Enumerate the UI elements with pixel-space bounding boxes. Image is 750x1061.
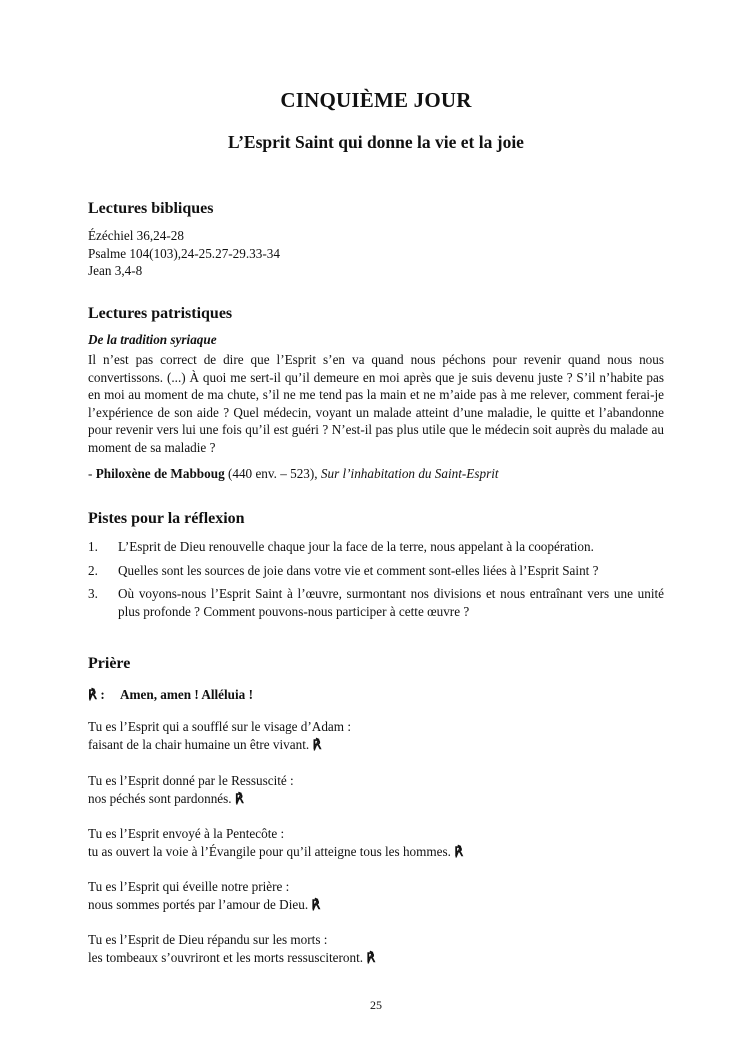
attribution-work: Sur l’inhabitation du Saint-Esprit — [320, 466, 499, 481]
section-heading-lectures-bibliques: Lectures bibliques — [88, 200, 214, 217]
response-mark: ℟ — [366, 949, 376, 965]
stanza-line: Tu es l’Esprit qui a soufflé sur le visage d’Adam : — [88, 719, 351, 734]
attribution-prefix: - — [88, 466, 96, 481]
stanza-line-text: les tombeaux s’ouvriront et les morts ressusciteront. — [88, 949, 364, 965]
page-subtitle: L’Esprit Saint qui donne la vie et la joie — [228, 132, 524, 152]
response-mark: ℟ — [311, 896, 321, 912]
list-item-number: 1. — [88, 539, 98, 554]
stanza-line-text: tu as ouvert la voie à l’Évangile pour qu’il atteigne tous les hommes. — [88, 843, 451, 859]
patristic-attribution — [88, 466, 499, 482]
response-mark: ℟ — [312, 736, 322, 752]
list-item-text: Où voyons-nous l’Esprit Saint à l’œuvre, surmontant nos divisions et nous entraînant vers une unité plus profonde ? Comment pouvons-nous participer à cette œuvre ? — [118, 586, 664, 619]
list-item — [88, 538, 664, 556]
reading-item: Psalme 104(103),24-25.27-29.33-34 — [88, 245, 280, 261]
attribution-dates: (440 env. – 523), — [224, 466, 321, 481]
page-title: CINQUIÈME JOUR — [280, 88, 472, 112]
patristic-source-title: De la tradition syriaque — [88, 332, 217, 347]
prayer-stanza — [88, 878, 320, 913]
prayer-stanza — [88, 718, 351, 753]
list-item-text: L’Esprit de Dieu renouvelle chaque jour la face de la terre, nous appelant à la coopération. — [118, 539, 594, 554]
response-text: Amen, amen ! Alléluia ! — [120, 687, 253, 702]
prayer-stanza — [88, 931, 375, 966]
response-symbol: ℟ : — [88, 687, 105, 702]
reading-item: Ézéchiel 36,24-28 — [88, 228, 184, 243]
prayer-response — [88, 687, 253, 703]
stanza-line: Tu es l’Esprit donné par le Ressuscité : — [88, 773, 294, 788]
stanza-line — [88, 949, 375, 967]
section-heading-pistes: Pistes pour la réflexion — [88, 510, 245, 527]
section-heading-priere: Prière — [88, 655, 131, 672]
reflection-list — [88, 538, 664, 626]
list-item — [88, 585, 664, 620]
prayer-stanza — [88, 772, 294, 807]
stanza-line: Tu es l’Esprit de Dieu répandu sur les morts : — [88, 932, 328, 947]
biblical-readings-list — [88, 227, 280, 280]
stanza-line — [88, 790, 294, 808]
stanza-line-text: nous sommes portés par l’amour de Dieu. — [88, 896, 309, 912]
section-heading-lectures-patristiques: Lectures patristiques — [88, 305, 233, 322]
attribution-author: Philoxène de Mabboug — [95, 466, 225, 481]
stanza-line — [88, 736, 351, 754]
stanza-line-text: nos péchés sont pardonnés. — [88, 790, 232, 806]
stanza-line — [88, 896, 320, 914]
page-number: 25 — [370, 998, 382, 1012]
stanza-line: Tu es l’Esprit qui éveille notre prière : — [88, 879, 290, 894]
list-item-number: 3. — [88, 586, 98, 601]
stanza-line: Tu es l’Esprit envoyé à la Pentecôte : — [88, 826, 285, 841]
list-item-text: Quelles sont les sources de joie dans votre vie et comment sont-elles liées à l’Esprit Saint ? — [118, 562, 599, 578]
stanza-line-text: faisant de la chair humaine un être vivant. — [88, 736, 310, 752]
stanza-line — [88, 843, 463, 861]
response-mark: ℟ — [234, 790, 244, 806]
list-item-number: 2. — [88, 562, 98, 578]
list-item — [88, 562, 664, 580]
prayer-stanza — [88, 825, 463, 860]
patristic-text: Il n’est pas correct de dire que l’Esprit s’en va quand nous péchons pour revenir quand nous nous convertissons. (...) À quoi me sert-il qu’il demeure en moi après que je suis devenu juste ? S’il n’habite pas en moi au moment de ma chute, s’il ne me tend pas la main et ne m’aide pas à me relever, comment ferai-je l’expérience de son aide ? Quel médecin, voyant un malade atteint d’une maladie, le quitte et l’abandonne pour revenir vers lui une fois qu’il est guéri ? N’est-il pas plus utile que le médecin soit auprès du malade au moment de sa maladie ? — [88, 352, 664, 455]
reading-item: Jean 3,4-8 — [88, 263, 143, 278]
response-mark: ℟ — [454, 843, 464, 859]
